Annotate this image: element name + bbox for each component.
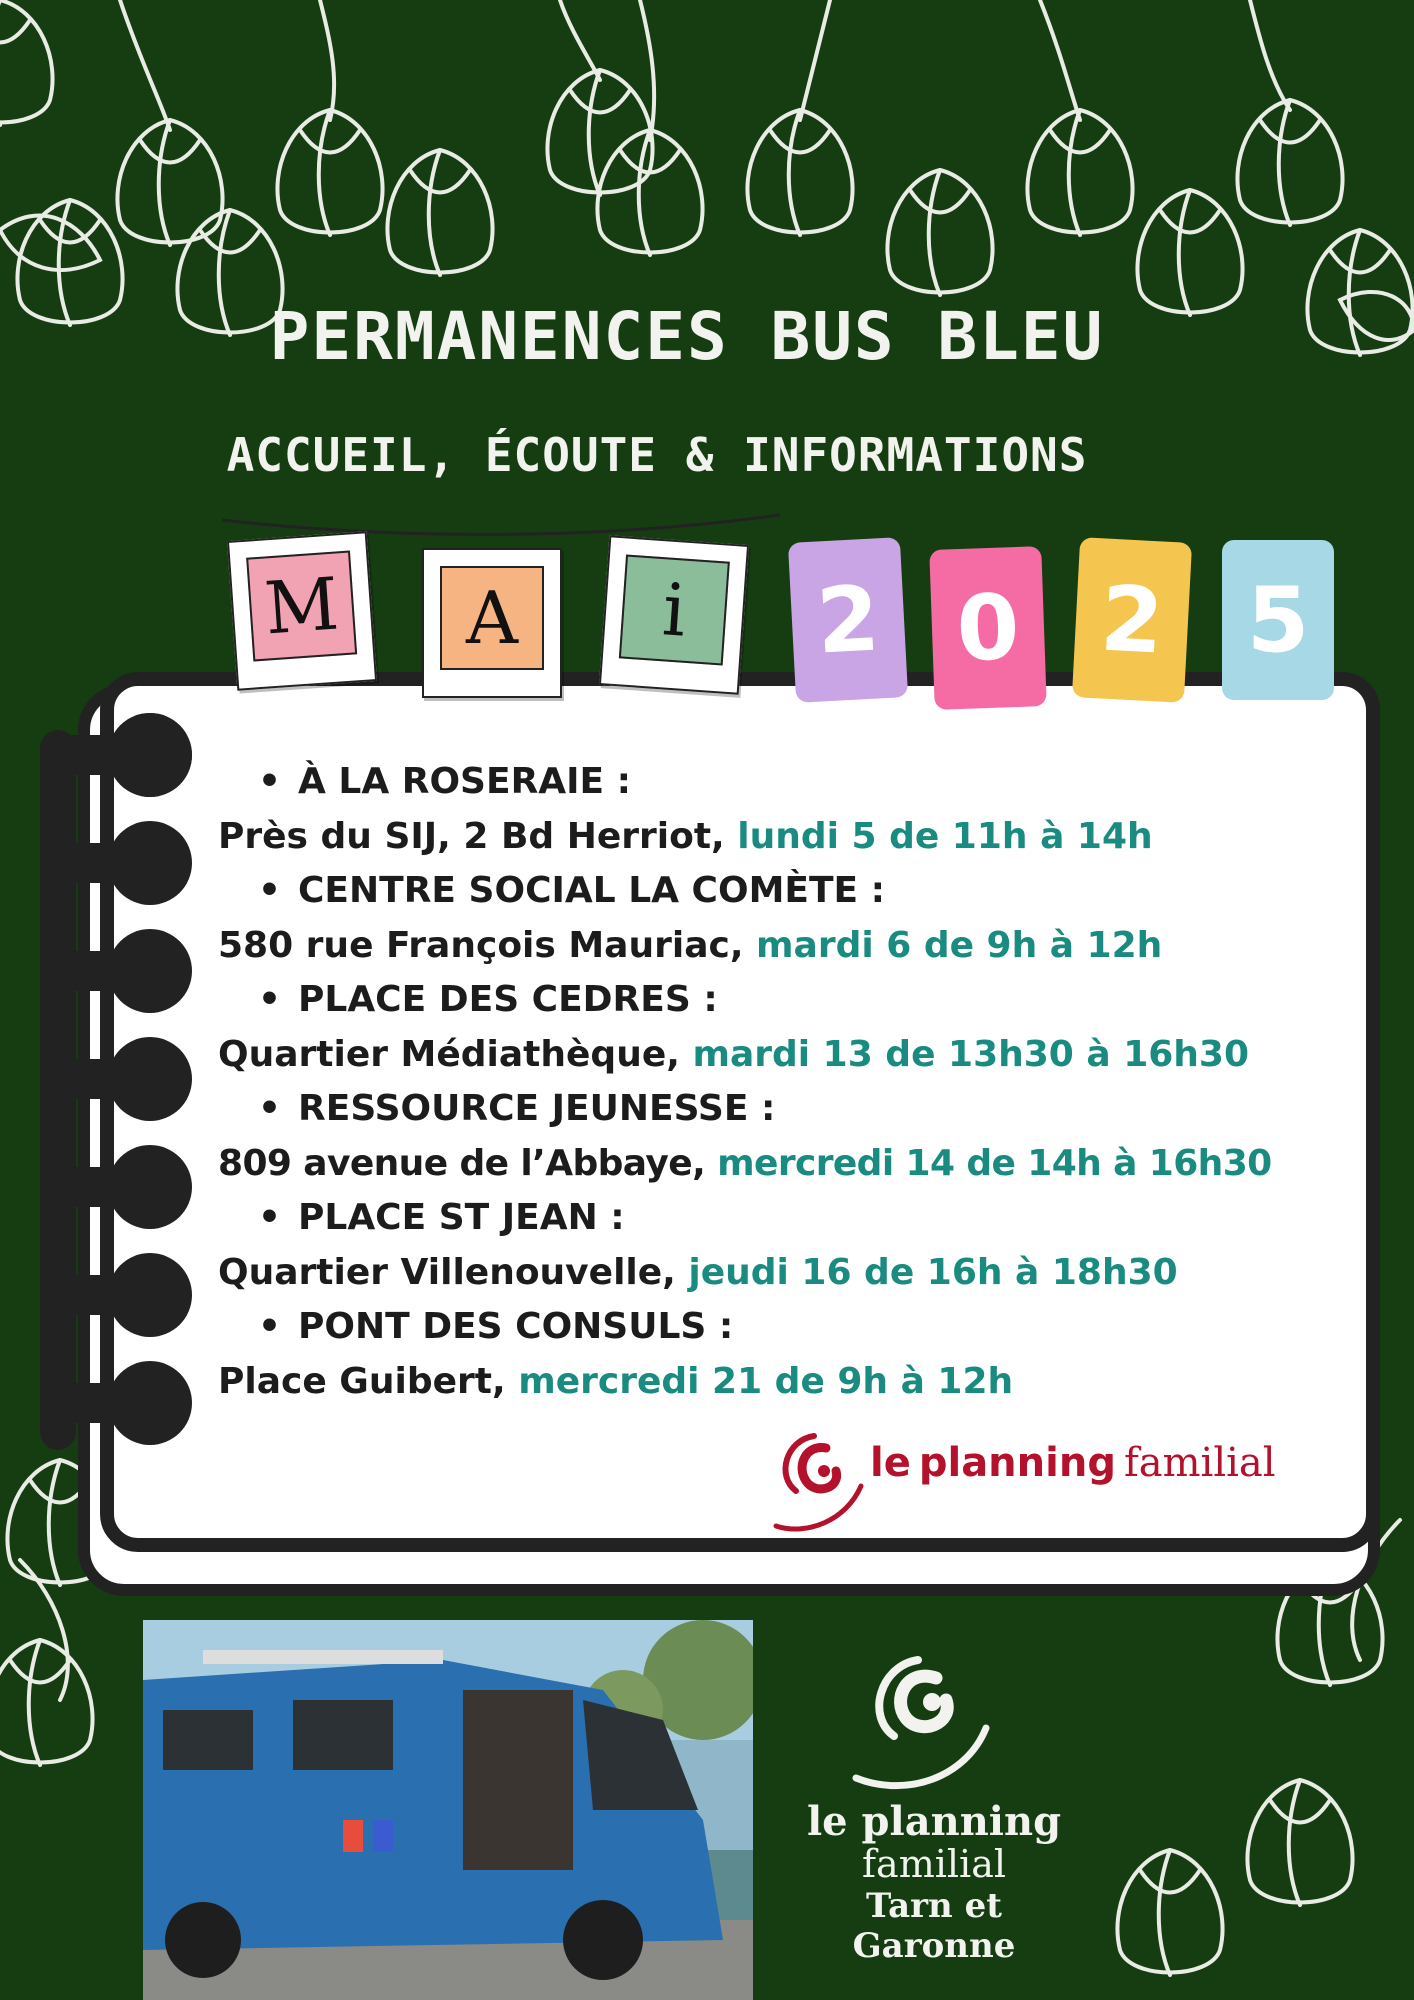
year-digit-2: 0 [929,546,1047,710]
footer-logo [804,1798,1064,1966]
place-name: PLACE DES CEDRES : [298,979,718,1020]
swirl-icon [766,1426,876,1536]
place-address: 809 avenue de l’Abbaye, [218,1142,706,1184]
year-digit-3: 2 [1072,537,1192,703]
planning-familial-logo [766,1426,1276,1540]
place-address: Quartier Médiathèque, [218,1033,680,1075]
month-letter-a: A [440,566,544,670]
place-address: 580 rue François Mauriac, [218,924,744,966]
month-letter-i: i [619,555,730,666]
month-letter-m: M [246,551,357,662]
logo-word-familial: familial [1123,1440,1276,1486]
logo-word-planning: planning [918,1440,1116,1486]
place-time: jeudi 16 de 16h à 18h30 [688,1251,1178,1293]
schedule-list [218,755,1388,1409]
spiral-binding [40,700,220,1500]
footer-logo-line4: Garonne [852,1926,1016,1966]
place-name: À LA ROSERAIE : [298,761,632,802]
month-card-m [227,531,377,690]
place-address: Place Guibert, [218,1360,506,1402]
schedule-item [218,973,1388,1082]
bus-photo [143,1620,753,2000]
place-time: mercredi 14 de 14h à 16h30 [717,1142,1272,1184]
place-time: lundi 5 de 11h à 14h [737,815,1153,857]
page-subtitle: ACCUEIL, ÉCOUTE & INFORMATIONS [226,428,1088,482]
schedule-item [218,1300,1388,1409]
schedule-item [218,1082,1388,1191]
footer-logo-line1: le planning [806,1798,1062,1845]
place-time: mardi 13 de 13h30 à 16h30 [692,1033,1250,1075]
logo-word-le: le [870,1440,911,1486]
schedule-item [218,864,1388,973]
year-digit-4: 5 [1222,540,1334,700]
place-name: RESSOURCE JEUNESSE : [298,1088,776,1129]
place-address: Quartier Villenouvelle, [218,1251,676,1293]
place-time: mardi 6 de 9h à 12h [756,924,1163,966]
footer-logo-line3: Tarn et [866,1886,1002,1926]
bus-illustration [143,1620,753,2000]
footer-logo-line2: familial [861,1842,1007,1886]
place-name: CENTRE SOCIAL LA COMÈTE : [298,870,886,911]
place-address: Près du SIJ, 2 Bd Herriot, [218,815,725,857]
place-name: PLACE ST JEAN : [298,1197,625,1238]
page-title: PERMANENCES BUS BLEU [269,298,1105,375]
place-name: PONT DES CONSULS : [298,1306,734,1347]
month-card-i [599,535,749,694]
schedule-item [218,755,1388,864]
year-digit-1: 2 [788,537,908,703]
place-time: mercredi 21 de 9h à 12h [518,1360,1014,1402]
schedule-item [218,1191,1388,1300]
month-card-a [422,548,562,698]
swirl-icon [846,1638,1006,1798]
